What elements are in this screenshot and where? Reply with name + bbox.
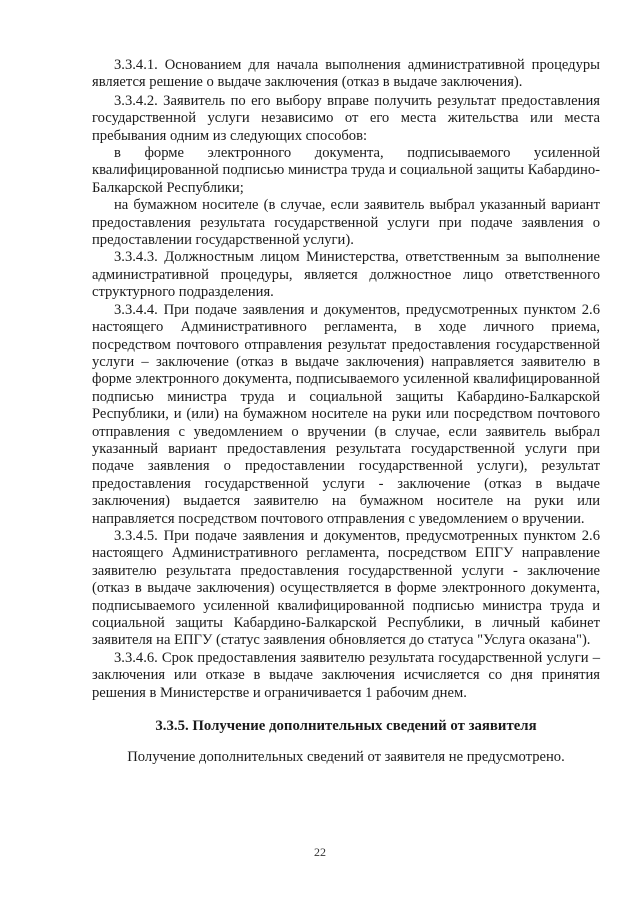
page-number: 22: [314, 845, 326, 859]
section-heading: 3.3.5. Получение дополнительных сведений от заявителя: [155, 718, 537, 735]
paragraph-3-3-4-2: 3.3.4.2. Заявитель по его выбору вправе получить результат предоставления государственной услуги независимо от его места жительства или места пребывания одним из следующих способов:: [92, 92, 600, 144]
paragraph-3-3-4-6: 3.3.4.6. Срок предоставления заявителю результата государственной услуги – заключения или отказе в выдаче заключения исчисляется со дня принятия решения в Министерстве и ограничивается 1 рабочим днем.: [92, 649, 600, 701]
paragraph-paper-form: на бумажном носителе (в случае, если заявитель выбрал указанный вариант предоставления результата государственной услуги при подаче заявления о предоставлении государственной услуги).: [92, 197, 600, 249]
section-text: Получение дополнительных сведений от заявителя не предусмотрено.: [127, 749, 565, 766]
paragraph-3-3-4-5: 3.3.4.5. При подаче заявления и документов, предусмотренных пунктом 2.6 настоящего Административного регламента, посредством ЕПГУ направление заявителю результата предоставления государственной услуги - заключение (отказ в выдаче заключения) осуществляется в форме электронного документа, подписываемого усиленной квалифицированной подписью министра труда и социальной защиты Кабардино-Балкарской Республики, в личный кабинет заявителя на ЕПГУ (статус заявления обновляется до статуса "Услуга оказана").: [92, 527, 600, 649]
paragraph-electronic-form: в форме электронного документа, подписываемого усиленной квалифицированной подписью министра труда и социальной защиты Кабардино-Балкарской Республики;: [92, 145, 600, 196]
paragraph-3-3-4-3: 3.3.4.3. Должностным лицом Министерства, ответственным за выполнение административной процедуры, является должностное лицо ответственного структурного подразделения.: [92, 249, 600, 301]
paragraph-3-3-4-4: 3.3.4.4. При подаче заявления и документов, предусмотренных пунктом 2.6 настоящего Административного регламента, в ходе личного приема, посредством почтового отправления результат предоставления государственной услуги – заключение (отказ в выдаче заключения) направляется заявителю в форме электронного документа, подписываемого усиленной квалифицированной подписью министра труда и социальной защиты Кабардино-Балкарской Республики, и (или) на бумажном носителе на руки или посредством почтового отправления с уведомлением о вручении (в случае, если заявитель выбрал указанный вариант предоставления результата государственной услуги при подаче заявления о предоставлении государственной услуги), результат предоставления государственной услуги - заключение (отказ в выдаче заключения) выдается заявителю на бумажном носителе на руки или направляется посредством почтового отправления с уведомлением о вручении.: [92, 301, 600, 527]
paragraph-3-3-4-1: 3.3.4.1. Основанием для начала выполнения административной процедуры является решение о выдаче заключения (отказ в выдаче заключения).: [92, 57, 600, 91]
